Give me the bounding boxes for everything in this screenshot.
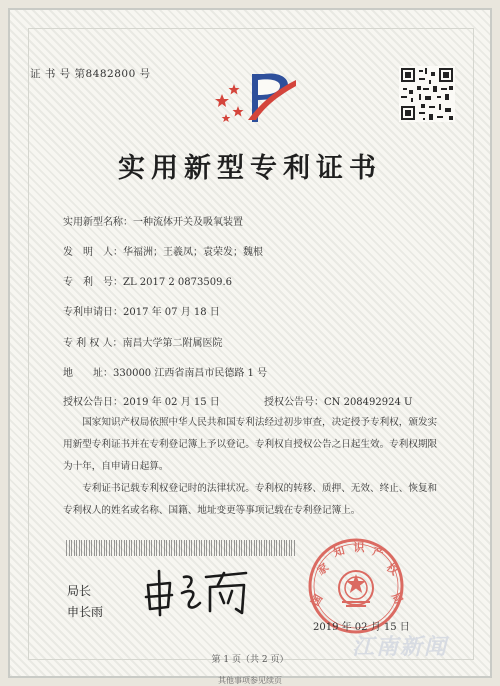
patent-number-label: 专 利 号：: [63, 277, 123, 288]
patent-holder-row: [63, 334, 223, 349]
grant-number-row: [264, 393, 412, 408]
inventor-row: [63, 243, 263, 258]
utility-model-name-value: 一种流体开关及吸氧装置: [133, 217, 243, 228]
filing-date-row: [63, 303, 220, 318]
svg-text:国: 国: [308, 592, 326, 609]
utility-model-name-label: 实用新型名称：: [63, 217, 133, 228]
page-number: 第 1 页（共 2 页）: [211, 655, 289, 665]
svg-text:权: 权: [383, 560, 401, 578]
inventor-label: 发 明 人：: [63, 247, 123, 258]
patent-office-logo: [212, 66, 302, 126]
director-signature: [140, 563, 260, 619]
seal-date: 2019 年 02 月 15 日: [313, 622, 410, 633]
certificate-title: 实用新型专利证书: [118, 153, 382, 184]
grant-number-value: CN 208492924 U: [324, 397, 413, 408]
footer-note: 其他事项参见续页: [218, 676, 282, 685]
qr-code: [399, 66, 455, 122]
grant-date-value: 2019 年 02 月 15 日: [123, 397, 220, 408]
svg-text:产: 产: [370, 544, 386, 561]
svg-text:家: 家: [314, 560, 332, 578]
patent-number-value: ZL 2017 2 0873509.6: [123, 277, 233, 288]
barcode-strip: [66, 540, 296, 556]
address-value: 330000 江西省南昌市民德路 1 号: [113, 368, 268, 379]
svg-text:识: 识: [353, 541, 365, 554]
grant-date-label: 授权公告日：: [63, 397, 123, 408]
address-label: 地 址：: [63, 368, 113, 379]
certificate-paragraph-2: 专利证书记载专利权登记时的法律状况。专利权的转移、质押、无效、终止、恢复和专利权人的姓名或名称、国籍、地址变更等事项记载在专利登记簿上。: [63, 483, 438, 516]
patent-holder-label: 专 利 权 人：: [63, 338, 123, 349]
director-title: 局长: [67, 584, 92, 598]
patent-number-row: [63, 273, 232, 288]
inventor-value: 华福洲；王羲凤；袁荣发；魏根: [123, 247, 263, 258]
certificate-number: 证 书 号 第8482800 号: [30, 68, 151, 80]
svg-text:知: 知: [332, 543, 347, 560]
grant-date-row: [63, 393, 220, 408]
utility-model-name-row: [63, 213, 243, 228]
watermark: 江南新闻: [352, 635, 449, 660]
grant-number-label: 授权公告号：: [264, 397, 324, 408]
patent-holder-value: 南昌大学第二附属医院: [122, 338, 223, 349]
filing-date-value: 2017 年 07 月 18 日: [123, 307, 220, 318]
certificate-paragraph-1: 国家知识产权局依照中华人民共和国专利法经过初步审查，决定授予专利权，颁发实用新型专利证书并在专利登记簿上予以登记。专利权自授权公告之日起生效。专利权期限为十年，自申请日起算。: [63, 417, 438, 472]
address-row: [63, 364, 267, 379]
director-name: 申长雨: [67, 605, 104, 619]
svg-text:局: 局: [388, 590, 406, 607]
filing-date-label: 专利申请日：: [63, 307, 123, 318]
